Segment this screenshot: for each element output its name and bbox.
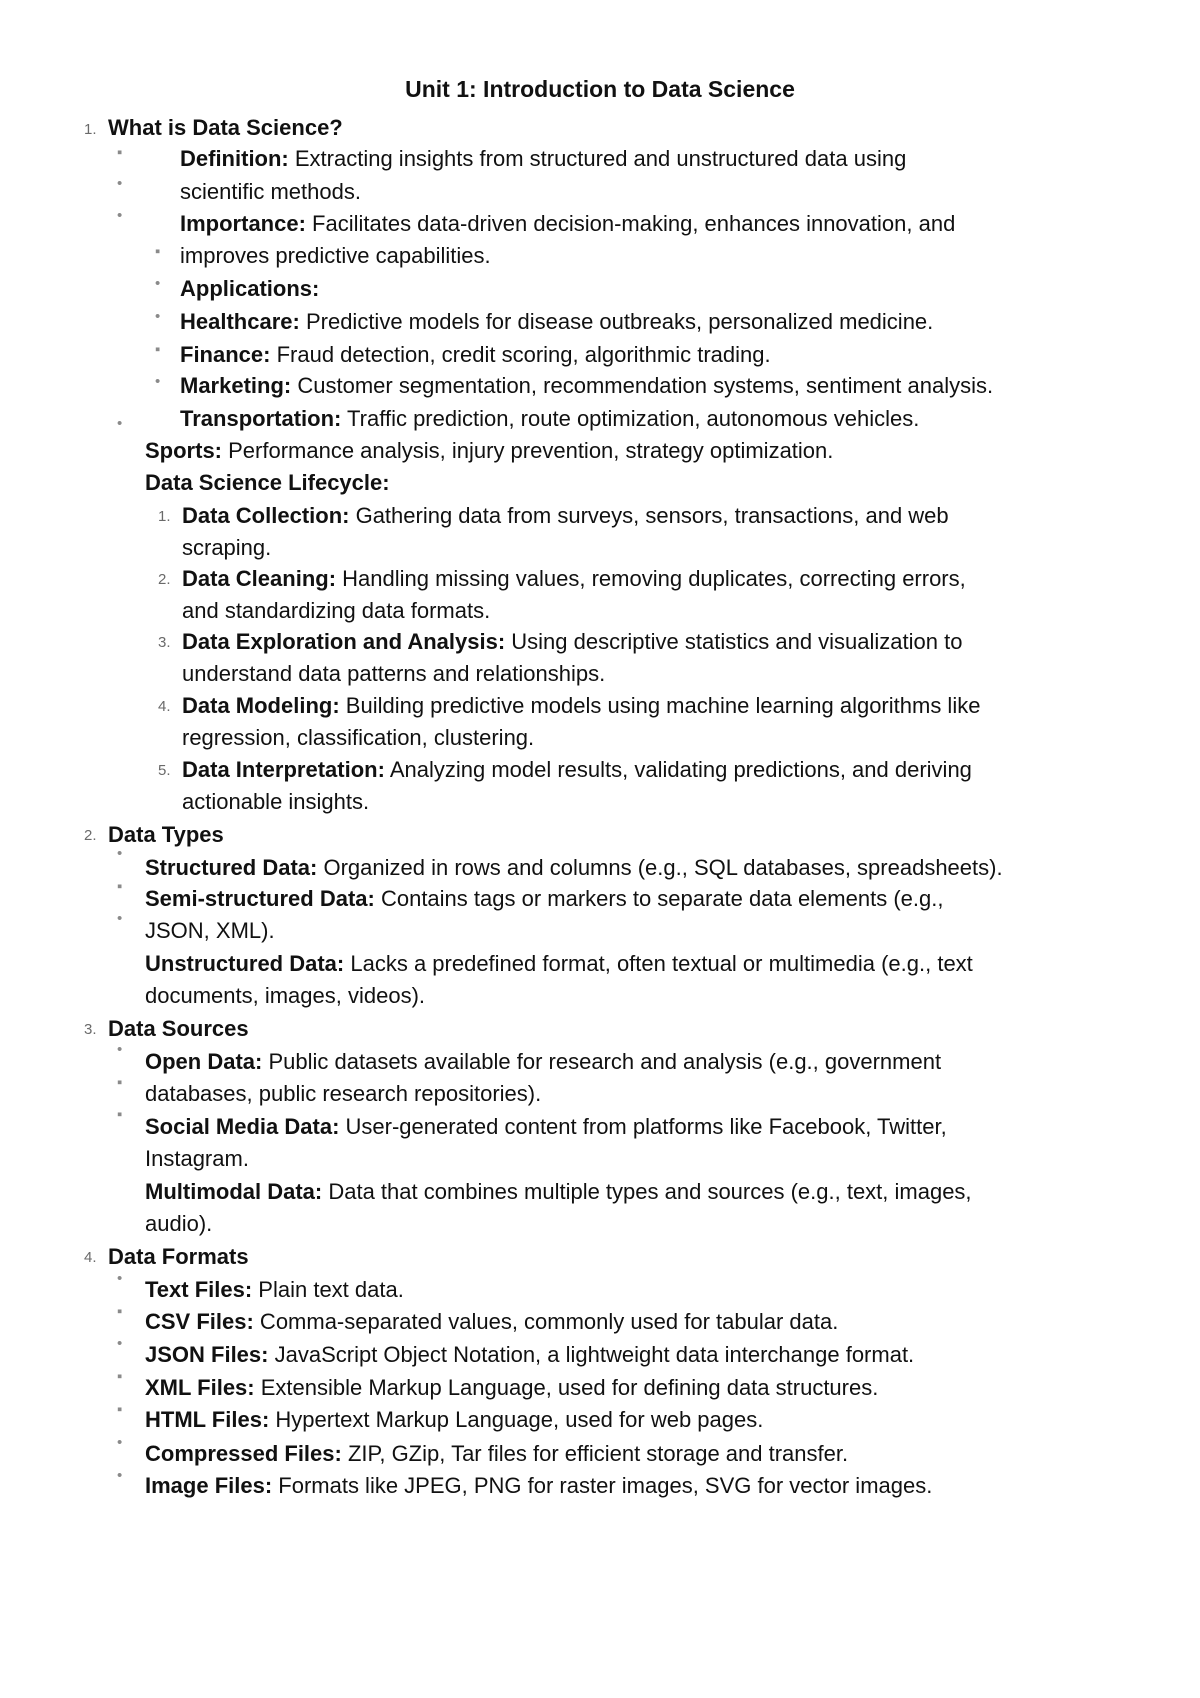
definition-line-cont: scientific methods. (180, 179, 361, 204)
sports-line: Sports: Performance analysis, injury prevention, strategy optimization. (145, 438, 834, 463)
square-bullet-icon: ▪ (155, 341, 161, 358)
marketing-line: Marketing: Customer segmentation, recommendation systems, sentiment analysis. (180, 373, 994, 398)
round-bullet-icon: • (117, 207, 123, 224)
square-bullet-icon: ▪ (117, 1303, 123, 1320)
round-bullet-icon: • (117, 1434, 123, 1451)
lifecycle-heading: Data Science Lifecycle: (145, 470, 390, 495)
section-heading-data-sources: Data Sources (108, 1016, 249, 1041)
square-bullet-icon: ▪ (117, 1368, 123, 1385)
importance-line-cont: improves predictive capabilities. (180, 243, 491, 268)
round-bullet-icon: • (155, 373, 161, 390)
list-number: 4. (158, 698, 171, 715)
interpretation-line-cont: actionable insights. (182, 789, 370, 814)
multimodal-line-cont: audio). (145, 1211, 213, 1236)
section-number: 3. (84, 1021, 97, 1038)
square-bullet-icon: ▪ (117, 144, 123, 161)
section-number: 1. (84, 121, 97, 138)
square-bullet-icon: ▪ (117, 1106, 123, 1123)
round-bullet-icon: • (117, 1335, 123, 1352)
section-heading-data-formats: Data Formats (108, 1244, 249, 1269)
square-bullet-icon: ▪ (117, 878, 123, 895)
semi-structured-line: Semi-structured Data: Contains tags or markers to separate data elements (e.g., (145, 886, 944, 911)
importance-line: Importance: Facilitates data-driven decision-making, enhances innovation, and (180, 211, 956, 236)
collection-line-cont: scraping. (182, 535, 272, 560)
round-bullet-icon: • (117, 845, 123, 862)
definition-line: Definition: Extracting insights from structured and unstructured data using (180, 146, 907, 171)
csv-files-line: CSV Files: Comma-separated values, commonly used for tabular data. (145, 1309, 839, 1334)
multimodal-line: Multimodal Data: Data that combines multiple types and sources (e.g., text, images, (145, 1179, 972, 1204)
round-bullet-icon: • (155, 308, 161, 325)
exploration-line: Data Exploration and Analysis: Using descriptive statistics and visualization to (182, 629, 963, 654)
section-heading-what-is-data-science: What is Data Science? (108, 115, 343, 140)
section-number: 4. (84, 1249, 97, 1266)
list-number: 1. (158, 508, 171, 525)
unstructured-line: Unstructured Data: Lacks a predefined format, often textual or multimedia (e.g., text (145, 951, 973, 976)
cleaning-line-cont: and standardizing data formats. (182, 598, 491, 623)
section-heading-data-types: Data Types (108, 822, 224, 847)
list-number: 2. (158, 571, 171, 588)
compressed-files-line: Compressed Files: ZIP, GZip, Tar files for efficient storage and transfer. (145, 1441, 849, 1466)
square-bullet-icon: ▪ (117, 1401, 123, 1418)
page-title: Unit 1: Introduction to Data Science (405, 76, 795, 102)
modeling-line-cont: regression, classification, clustering. (182, 725, 535, 750)
square-bullet-icon: ▪ (117, 1074, 123, 1091)
open-data-line: Open Data: Public datasets available for research and analysis (e.g., government (145, 1049, 942, 1074)
structured-line: Structured Data: Organized in rows and columns (e.g., SQL databases, spreadsheets). (145, 855, 1003, 880)
collection-line: Data Collection: Gathering data from surveys, sensors, transactions, and web (182, 503, 949, 528)
applications-line: Applications: (180, 276, 320, 301)
list-number: 3. (158, 634, 171, 651)
unstructured-line-cont: documents, images, videos). (145, 983, 426, 1008)
finance-line: Finance: Fraud detection, credit scoring, algorithmic trading. (180, 342, 771, 367)
semi-structured-line-cont: JSON, XML). (145, 918, 275, 943)
list-number: 5. (158, 762, 171, 779)
xml-files-line: XML Files: Extensible Markup Language, used for defining data structures. (145, 1375, 879, 1400)
round-bullet-icon: • (117, 1041, 123, 1058)
social-media-line-cont: Instagram. (145, 1146, 249, 1171)
round-bullet-icon: • (117, 1467, 123, 1484)
interpretation-line: Data Interpretation: Analyzing model results, validating predictions, and deriving (182, 757, 972, 782)
open-data-line-cont: databases, public research repositories). (145, 1081, 542, 1106)
round-bullet-icon: • (117, 175, 123, 192)
round-bullet-icon: • (117, 1270, 123, 1287)
image-files-line: Image Files: Formats like JPEG, PNG for raster images, SVG for vector images. (145, 1473, 933, 1498)
section-number: 2. (84, 827, 97, 844)
round-bullet-icon: • (155, 275, 161, 292)
html-files-line: HTML Files: Hypertext Markup Language, used for web pages. (145, 1407, 764, 1432)
cleaning-line: Data Cleaning: Handling missing values, removing duplicates, correcting errors, (182, 566, 966, 591)
exploration-line-cont: understand data patterns and relationships. (182, 661, 606, 686)
transportation-line: Transportation: Traffic prediction, route optimization, autonomous vehicles. (180, 406, 920, 431)
social-media-line: Social Media Data: User-generated content from platforms like Facebook, Twitter, (145, 1114, 947, 1139)
json-files-line: JSON Files: JavaScript Object Notation, a lightweight data interchange format. (145, 1342, 915, 1367)
text-files-line: Text Files: Plain text data. (145, 1277, 404, 1302)
healthcare-line: Healthcare: Predictive models for disease outbreaks, personalized medicine. (180, 309, 934, 334)
square-bullet-icon: ▪ (155, 243, 161, 260)
round-bullet-icon: • (117, 415, 123, 432)
modeling-line: Data Modeling: Building predictive models using machine learning algorithms like (182, 693, 981, 718)
round-bullet-icon: • (117, 910, 123, 927)
